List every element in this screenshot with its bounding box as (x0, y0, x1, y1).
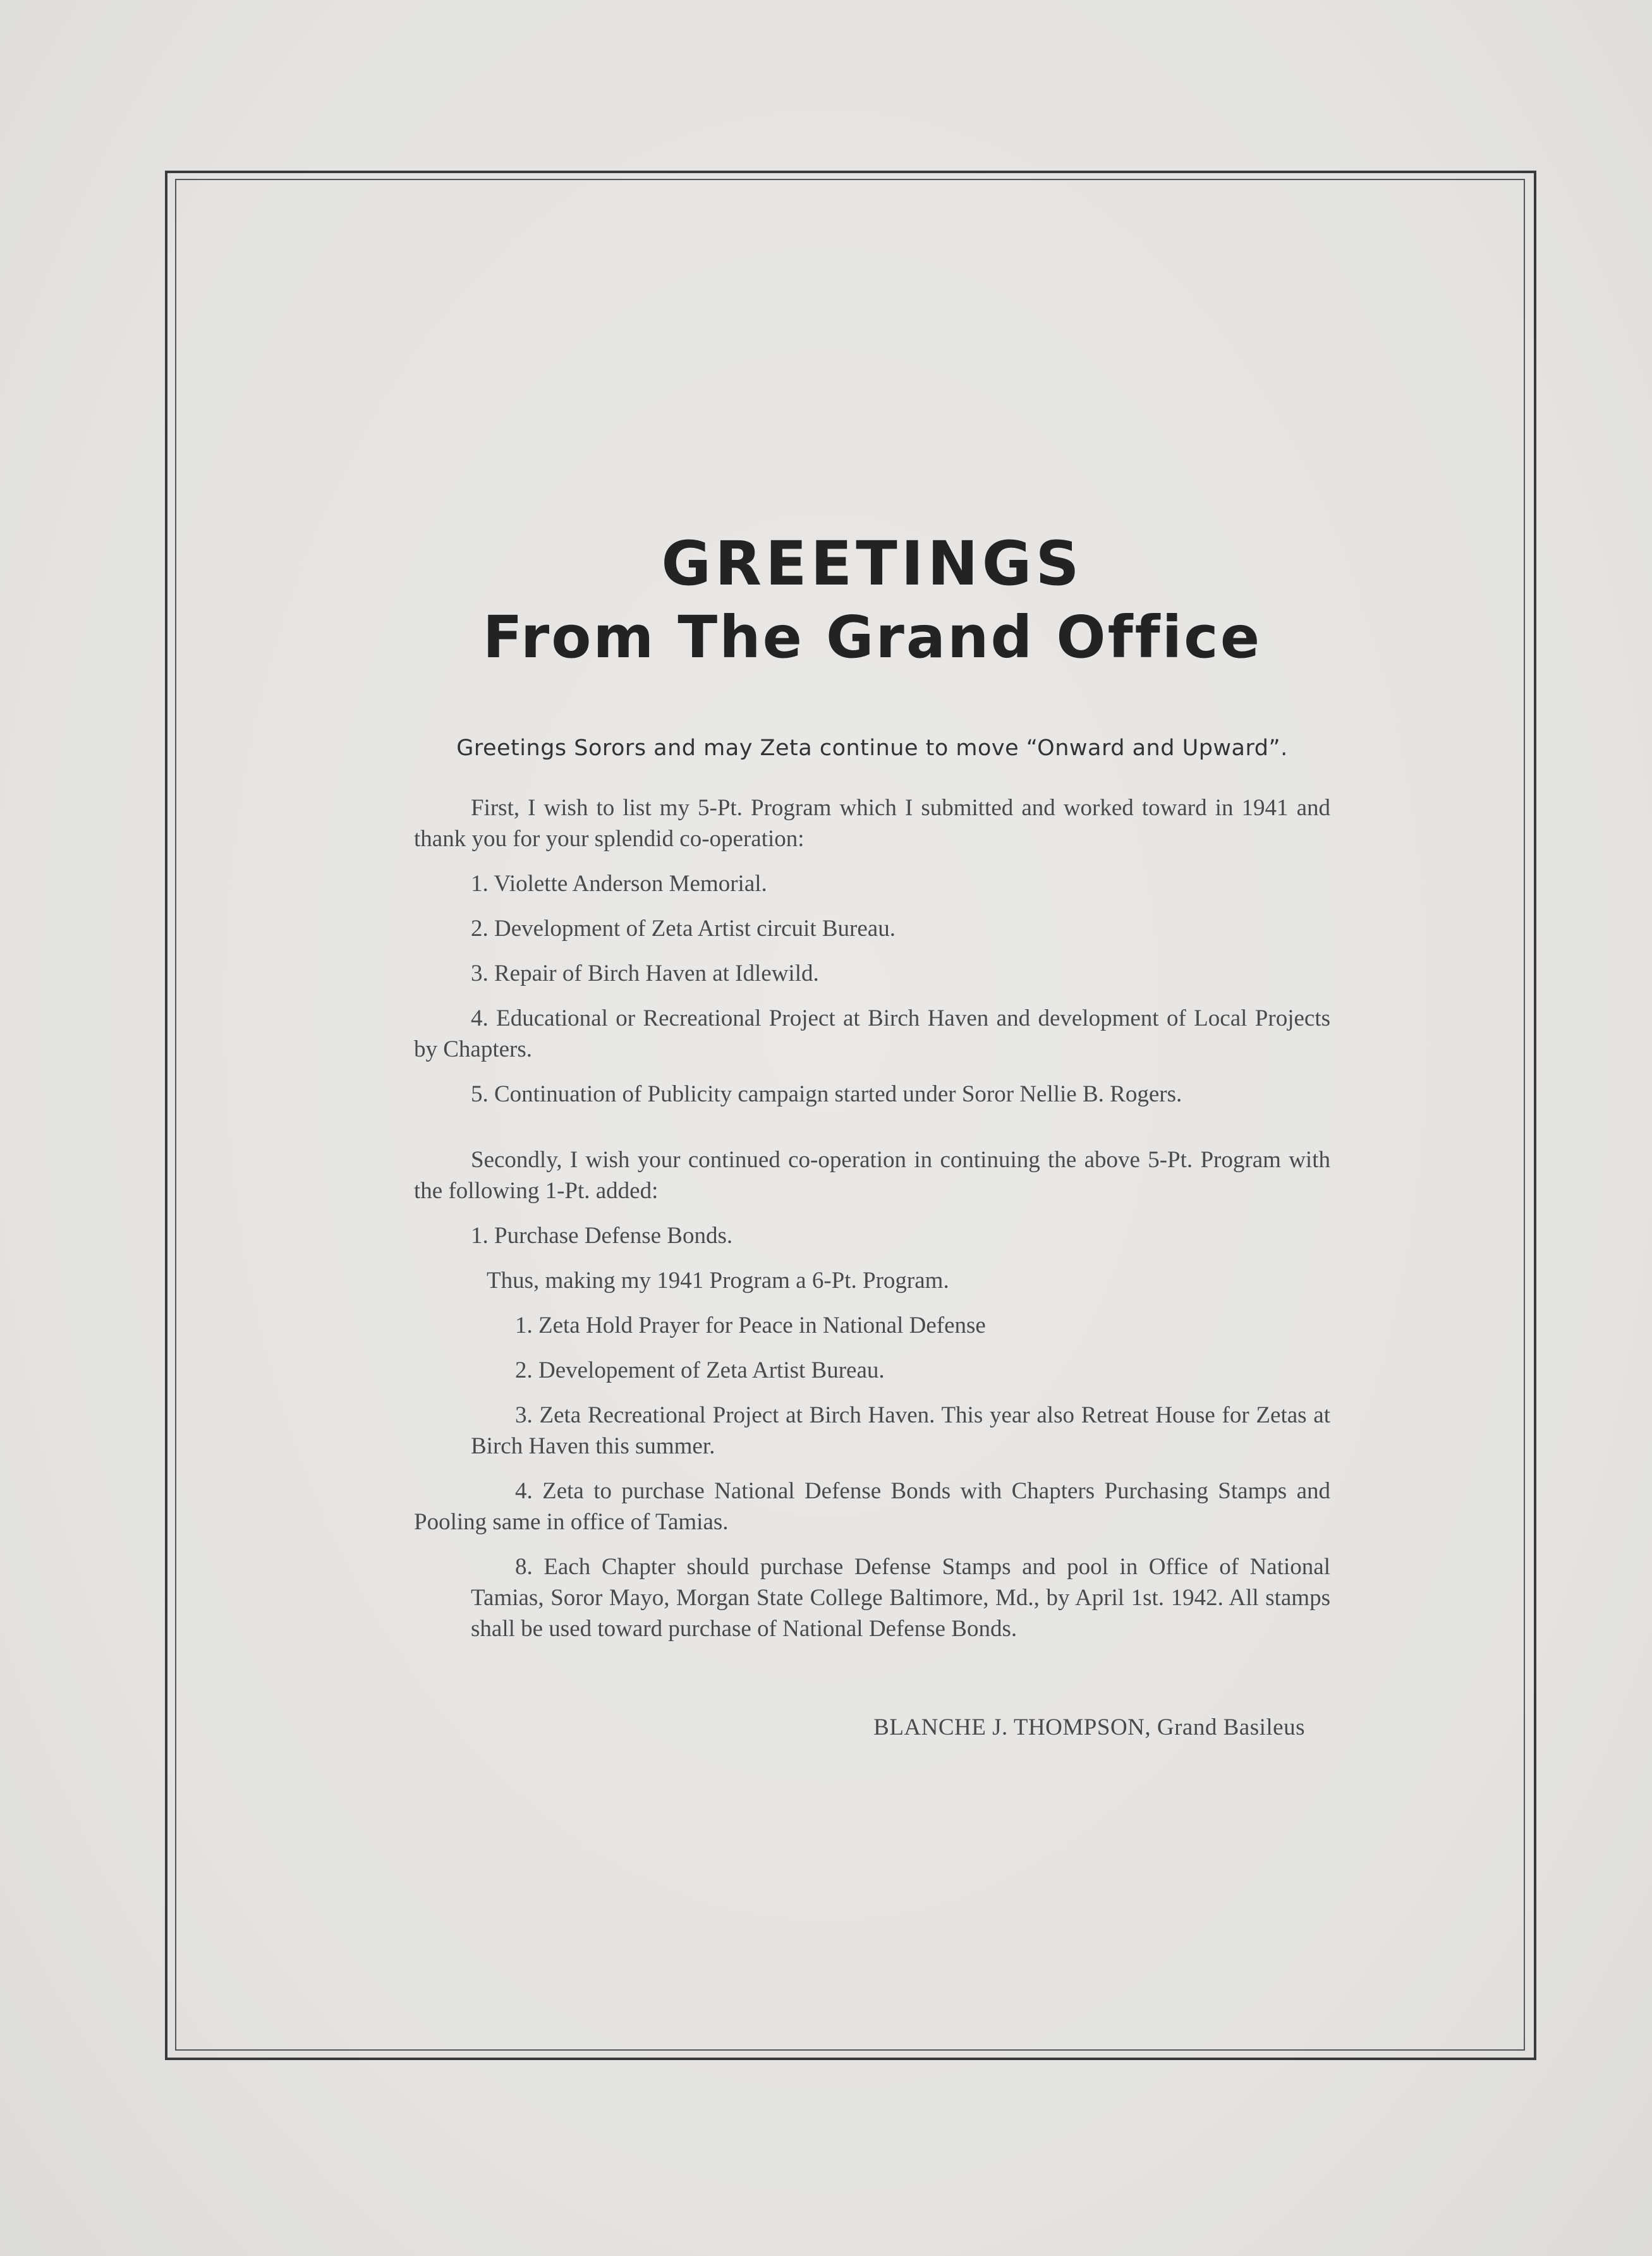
intro-line: Greetings Sorors and may Zeta continue to move “Onward and Upward”. (456, 735, 1288, 761)
heading-greetings: GREETINGS (661, 528, 1083, 599)
signature: BLANCHE J. THOMPSON, Grand Basileus (873, 1714, 1305, 1740)
list-item: 3. Zeta Recreational Project at Birch Haven. This year also Retreat House for Zetas at Birch Haven this summer. (471, 1402, 1330, 1459)
list-item: 2. Development of Zeta Artist circuit Bureau. (471, 915, 896, 942)
list-item: 4. Zeta to purchase National Defense Bonds with Chapters Purchasing Stamps and Pooling same in office of Tamias. (414, 1477, 1330, 1535)
list-item: 4. Educational or Recreational Project at Birch Haven and development of Local Projects by Chapters. (414, 1005, 1330, 1062)
added-point: 1. Purchase Defense Bonds. (471, 1222, 733, 1249)
list-item: 1. Zeta Hold Prayer for Peace in National Defense (515, 1312, 986, 1338)
first-program-list (414, 868, 1330, 1110)
thus-line: Thus, making my 1941 Program a 6-Pt. Program. (487, 1267, 949, 1294)
first-paragraph: First, I wish to list my 5-Pt. Program which I submitted and worked toward in 1941 and thank you for your splendid co-operation: (414, 794, 1330, 852)
second-paragraph: Secondly, I wish your continued co-operation in continuing the above 5-Pt. Program with the following 1-Pt. added: (414, 1146, 1330, 1204)
heading-subtitle: From The Grand Office (482, 603, 1262, 671)
list-item: 2. Developement of Zeta Artist Bureau. (515, 1357, 885, 1383)
document-body (414, 528, 1330, 1764)
list-item: 8. Each Chapter should purchase Defense Stamps and pool in Office of National Tamias, Soror Mayo, Morgan State College Baltimore, Md., by April 1st. 1942. All stamps shall be used toward purchase of National Defense Bonds. (471, 1553, 1330, 1642)
list-item: 1. Violette Anderson Memorial. (471, 870, 767, 897)
list-item: 5. Continuation of Publicity campaign started under Soror Nellie B. Rogers. (471, 1081, 1182, 1107)
second-program-list (414, 1310, 1330, 1644)
list-item: 3. Repair of Birch Haven at Idlewild. (471, 960, 819, 986)
